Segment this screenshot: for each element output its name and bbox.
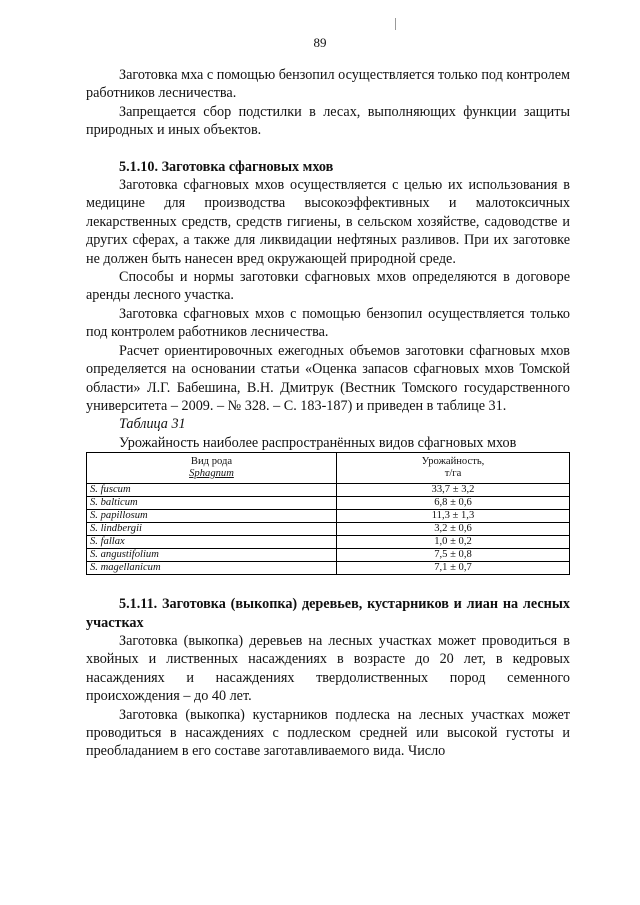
yield-cell: 3,2 ± 0,6 [337,523,570,536]
yield-cell: 1,0 ± 0,2 [337,536,570,549]
species-cell: S. magellanicum [87,562,337,575]
table-row [87,497,570,510]
paragraph: Заготовка (выкопка) деревьев на лесных участках может проводиться в хвойных и лиственных насаждениях в возрасте до 20 лет, в кедровых насаждениях и насаждениях твердолиственных пород семенного происхождения – до 40 лет. [86,632,570,705]
paragraph: Способы и нормы заготовки сфагновых мхов определяются в договоре аренды лесного участка. [86,269,570,304]
spacer [86,140,570,158]
species-cell: S. angustifolium [87,549,337,562]
section-heading-5-1-10: 5.1.10. Заготовка сфагновых мхов [119,158,334,175]
table-header-row [87,453,570,484]
species-cell: S. papillosum [87,510,337,523]
species-cell: S. fuscum [87,484,337,497]
species-header-genus: Sphagnum [189,468,234,480]
yield-cell: 7,1 ± 0,7 [337,562,570,575]
spacer [86,575,570,595]
document-body [86,66,570,761]
paragraph: Заготовка (выкопка) кустарников подлеска на лесных участках может проводиться в насаждениях с подлеском средней или высокой густоты и преобладанием в его составе заготавливаемого вида. Число [86,706,570,760]
table-title: Урожайность наиболее распространённых видов сфагновых мхов [119,434,517,451]
yield-header-line1: Урожайность, [421,456,485,468]
table-row [87,523,570,536]
table-caption: Таблица 31 [119,416,186,433]
paragraph: Расчет ориентировочных ежегодных объемов заготовки сфагновых мхов определяется на основании статьи «Оценка запасов сфагновых мхов Томской области» Л.Г. Бабешина, В.Н. Дмитрук (Вестник Томского государственного университета – 2009. – № 328. – С. 183-187) и приведен в таблице 31. [86,342,570,414]
paragraph: Заготовка мха с помощью бензопил осуществляется только под контролем работников лесничества. [86,67,570,102]
paragraph: Запрещается сбор подстилки в лесах, выполняющих функции защиты природных и иных объектов. [86,103,570,139]
yield-cell: 33,7 ± 3,2 [337,484,570,497]
yield-header-unit: т/га [444,468,462,480]
paragraph: Заготовка сфагновых мхов осуществляется с целью их использования в медицине для производства высокоэффективных и малотоксичных лекарственных средств, средств гигиены, в сельском хозяйстве, садоводстве и других сферах, а также для ликвидации нефтяных разливов. При их заготовке не должен быть нанесен вред окружающей природной среде. [86,177,570,267]
table-row [87,549,570,562]
yield-column-header [337,453,570,484]
table-row [87,562,570,575]
section-heading-5-1-11: 5.1.11. Заготовка (выкопка) деревьев, кустарников и лиан на лесных участках [86,596,570,631]
table-row [87,510,570,523]
yield-cell: 7,5 ± 0,8 [337,549,570,562]
paragraph: Заготовка сфагновых мхов с помощью бензопил осуществляется только под контролем работников лесничества. [86,305,570,341]
page-number: 89 [313,35,327,50]
species-column-header [87,453,337,484]
table-row [87,484,570,497]
table-row [87,536,570,549]
species-cell: S. balticum [87,497,337,510]
species-header-line1: Вид рода [190,456,233,468]
species-cell: S. lindbergii [87,523,337,536]
yield-cell: 6,8 ± 0,6 [337,497,570,510]
yield-cell: 11,3 ± 1,3 [337,510,570,523]
scan-artifact-mark [395,18,396,30]
yield-table [86,452,570,575]
species-cell: S. fallax [87,536,337,549]
